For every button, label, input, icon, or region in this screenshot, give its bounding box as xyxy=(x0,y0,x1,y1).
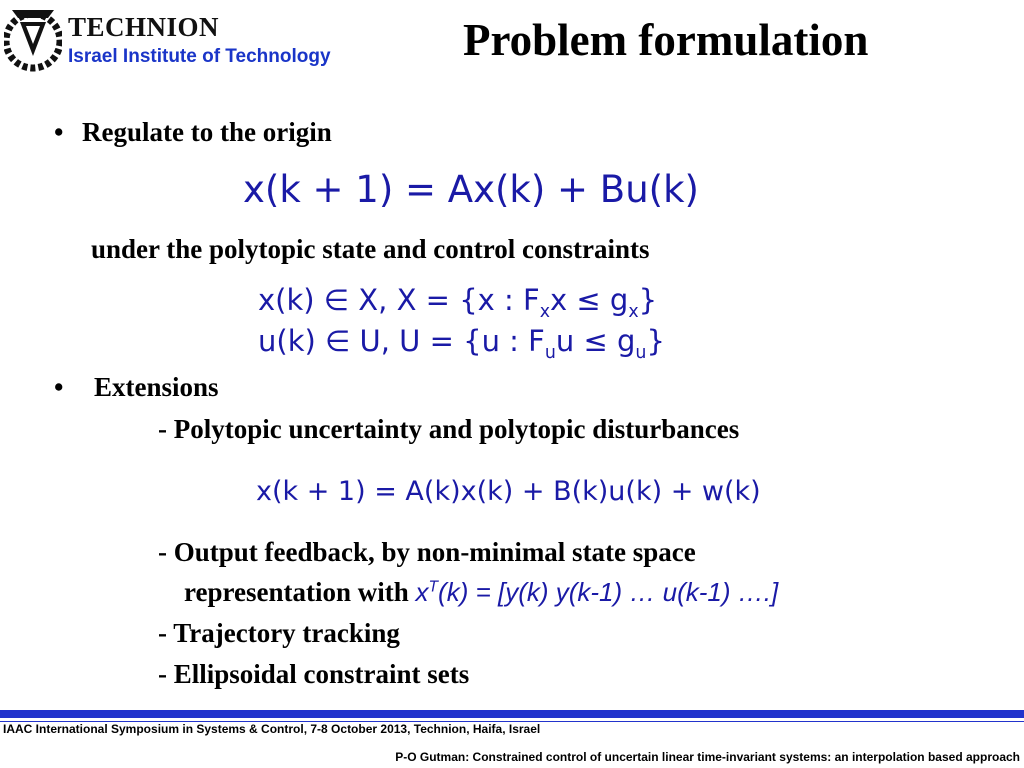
equation-control-constraint: u(k) ∈ U, U = {u : $F_uu \le g_u$} xyxy=(258,324,665,363)
equation-state-constraint: x(k) ∈ X, X = {x : $F_xx \le g_x$} xyxy=(258,283,658,322)
inline-state-vector: $x^T(k) = [y(k)$ y(k-1) … u(k-1) ….] xyxy=(415,577,779,607)
equation-system-dynamics: x(k + 1) = Ax(k) + Bu(k) xyxy=(243,168,699,211)
slide-title: Problem formulation xyxy=(463,15,869,65)
equation-uncertain-dynamics: x(k + 1) = A(k)x(k) + B(k)u(k) + w(k) xyxy=(256,476,761,507)
bullet-text: Extensions xyxy=(94,372,219,402)
extension-uncertainty: - Polytopic uncertainty and polytopic disturbances xyxy=(158,414,740,444)
technion-logo-icon xyxy=(4,4,62,74)
extension-output-feedback: - Output feedback, by non-minimal state space xyxy=(158,537,696,567)
extension-ellipsoidal: - Ellipsoidal constraint sets xyxy=(158,659,470,689)
constraints-text: under the polytopic state and control constraints xyxy=(91,234,650,264)
org-subtitle: Israel Institute of Technology xyxy=(68,46,331,67)
bullet-regulate xyxy=(54,117,332,148)
footer-conference: IAAC International Symposium in Systems & Control, 7-8 October 2013, Technion, Haifa, Israel xyxy=(3,722,541,736)
extension-representation: representation with $x^T(k) = [y(k)$ y(k-1) … u(k-1) ….] xyxy=(184,577,779,607)
bullet-extensions xyxy=(54,372,219,403)
bullet-dot-icon: • xyxy=(54,372,64,402)
extension-tracking: - Trajectory tracking xyxy=(158,618,400,648)
org-name: TECHNION xyxy=(68,12,220,42)
technion-logo xyxy=(4,4,62,74)
footer-author-title: P-O Gutman: Constrained control of uncertain linear time-invariant systems: an interpolation based approach xyxy=(395,750,1020,764)
bullet-text: Regulate to the origin xyxy=(82,117,332,147)
bullet-dot-icon: • xyxy=(54,117,64,147)
footer-bar xyxy=(0,710,1024,718)
